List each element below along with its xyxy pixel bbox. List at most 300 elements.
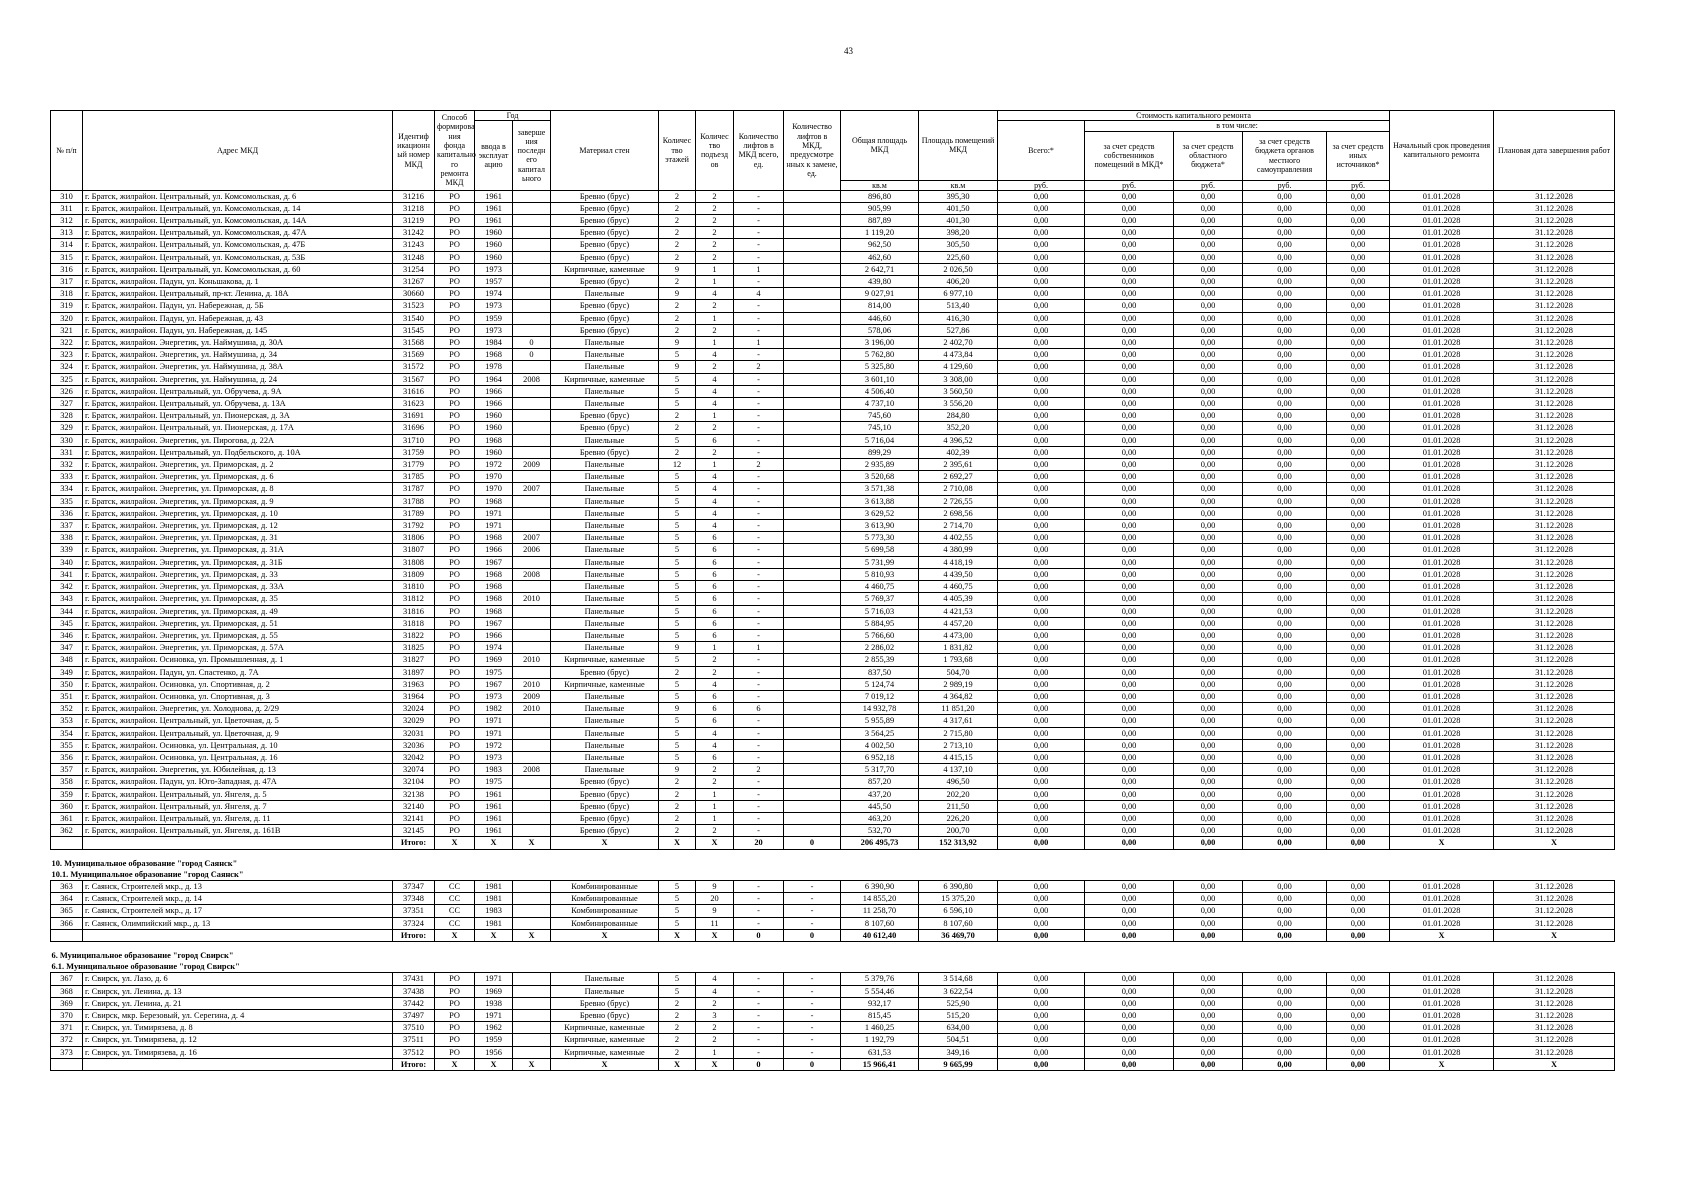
table-cell: 5 (659, 917, 696, 929)
table-cell: 0,00 (1327, 629, 1390, 641)
table-cell: 32141 (393, 812, 435, 824)
table-cell: 31.12.2028 (1494, 324, 1615, 336)
table-cell: Панельные (551, 520, 659, 532)
table-cell (784, 593, 841, 605)
table-cell: 9 (696, 880, 734, 892)
table-cell: РО (435, 581, 475, 593)
table-cell: 0,00 (1174, 812, 1243, 824)
table-cell: 4 473,00 (919, 629, 998, 641)
table-cell: 5 (659, 532, 696, 544)
table-cell: 0,00 (1085, 812, 1174, 824)
table-cell: 37512 (393, 1046, 435, 1058)
table-cell: 6 (696, 544, 734, 556)
table-cell: 31248 (393, 251, 435, 263)
table-cell: 0,00 (1327, 312, 1390, 324)
table-cell: г. Братск, жилрайон. Центральный, ул. Цветочная, д. 9 (83, 727, 393, 739)
table-cell: 31.12.2028 (1494, 337, 1615, 349)
table-cell: 0,00 (1243, 544, 1327, 556)
col-c-owners: за счет средств собственников помещений в МКД* (1085, 131, 1174, 180)
table-cell: 01.01.2028 (1390, 917, 1494, 929)
table-cell: г. Братск, жилрайон. Энергетик, ул. Юбилейная, д. 13 (83, 764, 393, 776)
table-cell (513, 324, 551, 336)
table-cell: Панельные (551, 288, 659, 300)
table-row (51, 434, 1615, 446)
table-cell: г. Саянск, Строителей мкр., д. 13 (83, 880, 393, 892)
total-cell: X (435, 837, 475, 849)
table-cell: 0,00 (1243, 239, 1327, 251)
table-cell (513, 385, 551, 397)
table-cell: 37442 (393, 997, 435, 1009)
table-cell: 314 (51, 239, 83, 251)
table-cell: 5 762,80 (841, 349, 919, 361)
table-cell: - (734, 227, 784, 239)
table-cell: 6 (696, 715, 734, 727)
table-cell: 2 (696, 361, 734, 373)
table-row (51, 776, 1615, 788)
total-cell (51, 1058, 83, 1070)
table-cell: 0,00 (1174, 605, 1243, 617)
table-cell: 1938 (475, 997, 513, 1009)
table-cell: 9 (659, 642, 696, 654)
table-cell: 527,86 (919, 324, 998, 336)
table-cell: 31.12.2028 (1494, 642, 1615, 654)
table-cell: 4 460,75 (841, 581, 919, 593)
table-cell: г. Братск, жилрайон. Энергетик, ул. Приморская, д. 12 (83, 520, 393, 532)
total-cell: X (1494, 837, 1615, 849)
table-cell: 5 (659, 880, 696, 892)
table-cell: 1960 (475, 251, 513, 263)
col-c-regional: за счет средств областного бюджета* (1174, 131, 1243, 180)
table-cell: 1983 (475, 764, 513, 776)
table-cell: 31.12.2028 (1494, 398, 1615, 410)
table-cell: 0,00 (998, 422, 1085, 434)
table-cell (784, 227, 841, 239)
table-cell: 1971 (475, 715, 513, 727)
table-cell: 31.12.2028 (1494, 227, 1615, 239)
table-cell: 4 (696, 678, 734, 690)
table-cell: 2 (696, 239, 734, 251)
table-cell: 327 (51, 398, 83, 410)
table-cell: 9 (659, 764, 696, 776)
table-cell: - (784, 1046, 841, 1058)
table-cell: 2 (696, 190, 734, 202)
table-cell: 31.12.2028 (1494, 605, 1615, 617)
table-cell: г. Братск, жилрайон. Центральный, ул. Комсомольская, д. 53Б (83, 251, 393, 263)
table-row (51, 997, 1615, 1009)
table-cell: Кирпичные, каменные (551, 263, 659, 275)
table-cell: 1959 (475, 312, 513, 324)
table-cell: РО (435, 215, 475, 227)
table-cell: 1966 (475, 385, 513, 397)
table-cell: 0,00 (1327, 690, 1390, 702)
table-cell: г. Братск, жилрайон. Энергетик, ул. Приморская, д. 10 (83, 507, 393, 519)
table-cell: РО (435, 1010, 475, 1022)
table-cell: 0,00 (1085, 373, 1174, 385)
table-cell (784, 337, 841, 349)
table-cell: 0,00 (1243, 739, 1327, 751)
table-cell: - (784, 1034, 841, 1046)
table-cell: 01.01.2028 (1390, 276, 1494, 288)
table-cell: 0,00 (1085, 917, 1174, 929)
table-cell: г. Братск, жилрайон. Осиновка, ул. Центральная, д. 16 (83, 751, 393, 763)
table-cell: 6 (696, 556, 734, 568)
table-cell: 1971 (475, 1010, 513, 1022)
table-cell: 0,00 (1085, 471, 1174, 483)
table-cell: 31792 (393, 520, 435, 532)
table-row (51, 471, 1615, 483)
table-cell: Бревно (брус) (551, 227, 659, 239)
table-cell: 0,00 (1243, 422, 1327, 434)
table-cell: 0,00 (998, 788, 1085, 800)
table-row (51, 905, 1615, 917)
table-cell: 1968 (475, 532, 513, 544)
table-cell: 0,00 (1243, 593, 1327, 605)
table-cell: 2010 (513, 703, 551, 715)
total-cell: 20 (734, 837, 784, 849)
table-cell: 0,00 (998, 605, 1085, 617)
total-cell: 0,00 (998, 1058, 1085, 1070)
table-row (51, 642, 1615, 654)
table-cell: Кирпичные, каменные (551, 678, 659, 690)
table-cell: Комбинированные (551, 905, 659, 917)
table-cell: 355 (51, 739, 83, 751)
table-cell: 0,00 (1085, 276, 1174, 288)
table-cell: 5 (659, 739, 696, 751)
table-cell: - (734, 373, 784, 385)
table-cell: РО (435, 568, 475, 580)
table-cell: 2 935,89 (841, 459, 919, 471)
table-cell: РО (435, 715, 475, 727)
table-cell: Панельные (551, 617, 659, 629)
table-cell: 1961 (475, 215, 513, 227)
table-cell: 0,00 (1243, 1010, 1327, 1022)
table-cell: - (734, 893, 784, 905)
table-cell: 0,00 (998, 1046, 1085, 1058)
table-cell: 358 (51, 776, 83, 788)
table-cell: г. Саянск, Строителей мкр., д. 14 (83, 893, 393, 905)
table-cell: 01.01.2028 (1390, 905, 1494, 917)
total-row (51, 837, 1615, 849)
table-cell: 4 418,19 (919, 556, 998, 568)
total-cell: X (513, 837, 551, 849)
table-cell: 0,00 (1085, 825, 1174, 837)
table-cell: 4 380,99 (919, 544, 998, 556)
table-cell (513, 727, 551, 739)
table-cell: 371 (51, 1022, 83, 1034)
table-cell: 342 (51, 581, 83, 593)
table-row (51, 825, 1615, 837)
table-cell: 0,00 (1327, 251, 1390, 263)
table-cell: 348 (51, 654, 83, 666)
total-cell: 9 665,99 (919, 1058, 998, 1070)
table-cell: 323 (51, 349, 83, 361)
table-cell: 328 (51, 410, 83, 422)
table-cell: 0,00 (1085, 190, 1174, 202)
table-cell: 0 (513, 349, 551, 361)
table-row (51, 917, 1615, 929)
table-cell: 01.01.2028 (1390, 520, 1494, 532)
col-lifts: Количество лифтов в МКД всего, ед. (734, 111, 784, 191)
total-cell: X (1494, 1058, 1615, 1070)
table-cell: 1 793,68 (919, 654, 998, 666)
table-cell (784, 776, 841, 788)
table-cell: 31.12.2028 (1494, 520, 1615, 532)
table-cell: 1961 (475, 812, 513, 824)
table-cell: 0,00 (1085, 715, 1174, 727)
table-cell: 01.01.2028 (1390, 973, 1494, 985)
table-cell: 1960 (475, 422, 513, 434)
table-cell: 6 (696, 581, 734, 593)
table-cell (513, 642, 551, 654)
table-cell: г. Братск, жилрайон. Центральный, ул. Цветочная, д. 5 (83, 715, 393, 727)
table-cell: 0,00 (1085, 690, 1174, 702)
table-cell: 6 (696, 593, 734, 605)
table-cell: 9 027,91 (841, 288, 919, 300)
table-cell: РО (435, 385, 475, 397)
table-cell (513, 917, 551, 929)
table-cell: Бревно (брус) (551, 666, 659, 678)
table-cell: 0,00 (1327, 997, 1390, 1009)
table-cell: 2 726,55 (919, 495, 998, 507)
table-cell: 3 308,00 (919, 373, 998, 385)
table-cell: 0,00 (1327, 373, 1390, 385)
section-gap (51, 849, 1615, 858)
table-cell: РО (435, 349, 475, 361)
table-cell: РО (435, 985, 475, 997)
table-cell: 3 514,68 (919, 973, 998, 985)
table-cell: - (734, 1034, 784, 1046)
table-cell: 1961 (475, 202, 513, 214)
table-cell: Бревно (брус) (551, 997, 659, 1009)
table-cell: 0,00 (1174, 361, 1243, 373)
table-cell: 0,00 (1243, 825, 1327, 837)
table-cell: 31.12.2028 (1494, 629, 1615, 641)
table-cell: 31.12.2028 (1494, 483, 1615, 495)
table-cell: 0,00 (1085, 483, 1174, 495)
table-cell: 4 405,39 (919, 593, 998, 605)
table-cell: 1957 (475, 276, 513, 288)
total-cell: 0 (734, 1058, 784, 1070)
table-cell: 0,00 (1327, 1010, 1390, 1022)
table-cell (513, 1034, 551, 1046)
table-cell: 01.01.2028 (1390, 629, 1494, 641)
table-cell: 2 698,56 (919, 507, 998, 519)
table-cell: 0,00 (998, 812, 1085, 824)
table-cell: 0,00 (1243, 997, 1327, 1009)
table-cell: 01.01.2028 (1390, 288, 1494, 300)
table-cell: 01.01.2028 (1390, 666, 1494, 678)
table-cell (784, 434, 841, 446)
table-row (51, 202, 1615, 214)
table-row (51, 288, 1615, 300)
table-cell: 525,90 (919, 997, 998, 1009)
table-cell: 5 (659, 398, 696, 410)
table-cell: г. Братск, жилрайон. Центральный, ул. Комсомольская, д. 47А (83, 227, 393, 239)
table-cell: 0,00 (1085, 617, 1174, 629)
table-cell: 2 (659, 1010, 696, 1022)
table-cell: - (734, 617, 784, 629)
table-cell: г. Братск, жилрайон. Энергетик, ул. Приморская, д. 31 (83, 532, 393, 544)
table-cell: 32140 (393, 800, 435, 812)
table-cell: 11 851,20 (919, 703, 998, 715)
total-cell: X (435, 929, 475, 941)
table-cell: г. Братск, жилрайон. Энергетик, ул. Приморская, д. 57А (83, 642, 393, 654)
table-cell: 0,00 (1327, 593, 1390, 605)
table-cell: 01.01.2028 (1390, 654, 1494, 666)
table-cell: 0,00 (1327, 568, 1390, 580)
table-cell: 5 124,74 (841, 678, 919, 690)
table-cell (784, 654, 841, 666)
unit-rub-total: руб. (998, 180, 1085, 190)
table-cell: 0,00 (1243, 917, 1327, 929)
table-cell: 2 (696, 215, 734, 227)
table-cell: 1973 (475, 751, 513, 763)
table-cell (513, 788, 551, 800)
col-num: № п/п (51, 111, 83, 191)
table-cell (784, 471, 841, 483)
table-cell: 01.01.2028 (1390, 227, 1494, 239)
table-cell: - (784, 917, 841, 929)
table-cell: 1 (696, 410, 734, 422)
table-cell: 0,00 (1174, 581, 1243, 593)
table-cell: - (734, 1022, 784, 1034)
table-cell: 2 395,61 (919, 459, 998, 471)
table-cell: РО (435, 202, 475, 214)
table-cell: 31.12.2028 (1494, 373, 1615, 385)
table-cell: - (734, 239, 784, 251)
table-cell: 1983 (475, 905, 513, 917)
table-cell: 6 (696, 617, 734, 629)
table-cell: РО (435, 654, 475, 666)
table-cell: 31.12.2028 (1494, 581, 1615, 593)
table-cell: 0,00 (1243, 532, 1327, 544)
table-row (51, 495, 1615, 507)
table-cell: Бревно (брус) (551, 800, 659, 812)
table-row (51, 1046, 1615, 1058)
table-cell: 0,00 (998, 337, 1085, 349)
table-cell: 373 (51, 1046, 83, 1058)
table-cell: 401,50 (919, 202, 998, 214)
table-cell: Панельные (551, 507, 659, 519)
capital-repair-table (50, 110, 1615, 1071)
table-cell: г. Братск, жилрайон. Энергетик, ул. Наймушина, д. 24 (83, 373, 393, 385)
table-cell: 837,50 (841, 666, 919, 678)
table-cell (784, 239, 841, 251)
table-cell: 01.01.2028 (1390, 483, 1494, 495)
table-cell: 01.01.2028 (1390, 1046, 1494, 1058)
table-cell: 31.12.2028 (1494, 764, 1615, 776)
table-cell: 0,00 (1085, 434, 1174, 446)
table-cell (784, 739, 841, 751)
table-cell: Панельные (551, 532, 659, 544)
table-cell: 0,00 (1243, 337, 1327, 349)
table-cell: 4 002,50 (841, 739, 919, 751)
table-cell: 31818 (393, 617, 435, 629)
table-cell: 0,00 (1243, 678, 1327, 690)
table-cell: г. Братск, жилрайон. Центральный, ул. Янгеля, д. 11 (83, 812, 393, 824)
table-cell: 0,00 (1174, 227, 1243, 239)
table-cell (513, 893, 551, 905)
total-cell: Итого: (393, 1058, 435, 1070)
table-cell: 0,00 (1174, 893, 1243, 905)
table-cell: 5 884,95 (841, 617, 919, 629)
table-cell: 1966 (475, 398, 513, 410)
table-cell: 15 375,20 (919, 893, 998, 905)
table-cell: 0,00 (1327, 776, 1390, 788)
table-cell: 0,00 (1174, 739, 1243, 751)
table-cell: 5 (659, 654, 696, 666)
table-cell: 1 (696, 312, 734, 324)
table-cell: 5 (659, 751, 696, 763)
table-cell: 200,70 (919, 825, 998, 837)
table-cell: 4 364,82 (919, 690, 998, 702)
table-cell: 0,00 (1085, 800, 1174, 812)
table-cell: 01.01.2028 (1390, 239, 1494, 251)
table-cell: 2 (734, 764, 784, 776)
col-method: Способ формирова ния фонда капитально го ремонта МКД (435, 111, 475, 191)
table-cell: 1959 (475, 1034, 513, 1046)
table-cell: 1 (734, 642, 784, 654)
table-cell: 30660 (393, 288, 435, 300)
table-cell: Панельные (551, 715, 659, 727)
table-cell: РО (435, 997, 475, 1009)
table-cell: 5 (659, 727, 696, 739)
table-cell: 368 (51, 985, 83, 997)
table-cell: - (734, 300, 784, 312)
table-cell: 0,00 (1327, 654, 1390, 666)
table-cell: 0,00 (1174, 727, 1243, 739)
table-cell: 4 457,20 (919, 617, 998, 629)
table-cell: 6 (734, 703, 784, 715)
table-cell: г. Братск, жилрайон. Энергетик, ул. Наймушина, д. 38А (83, 361, 393, 373)
table-cell: Панельные (551, 398, 659, 410)
table-cell: 0,00 (1327, 288, 1390, 300)
table-cell: 0,00 (998, 471, 1085, 483)
table-cell (784, 324, 841, 336)
col-entrances: Количес тво подъезд ов (696, 111, 734, 191)
table-cell: 1970 (475, 483, 513, 495)
table-cell: 5 766,60 (841, 629, 919, 641)
table-cell: 31806 (393, 532, 435, 544)
table-cell: 0,00 (1085, 422, 1174, 434)
table-row (51, 324, 1615, 336)
table-cell: 0,00 (1085, 751, 1174, 763)
table-cell: 0,00 (1174, 568, 1243, 580)
table-cell: 359 (51, 788, 83, 800)
table-cell: 320 (51, 312, 83, 324)
table-cell: г. Братск, жилрайон. Падун, ул. Набережная, д. 5Б (83, 300, 393, 312)
col-ident: Идентиф икационн ый номер МКД (393, 111, 435, 191)
table-cell: 0,00 (998, 617, 1085, 629)
table-cell: 1 460,25 (841, 1022, 919, 1034)
table-cell: 0,00 (998, 917, 1085, 929)
table-row (51, 617, 1615, 629)
table-cell: РО (435, 593, 475, 605)
table-cell: 0,00 (1085, 581, 1174, 593)
table-cell: г. Братск, жилрайон. Центральный, пр-кт. Ленина, д. 18А (83, 288, 393, 300)
table-cell: 37497 (393, 1010, 435, 1022)
table-cell: 5 325,80 (841, 361, 919, 373)
table-cell: - (734, 788, 784, 800)
table-cell (784, 398, 841, 410)
table-cell: 326 (51, 385, 83, 397)
table-cell: 01.01.2028 (1390, 337, 1494, 349)
table-cell: 01.01.2028 (1390, 739, 1494, 751)
total-cell: 0,00 (1085, 929, 1174, 941)
table-cell: 31.12.2028 (1494, 300, 1615, 312)
table-cell: 1973 (475, 690, 513, 702)
table-cell: СС (435, 880, 475, 892)
